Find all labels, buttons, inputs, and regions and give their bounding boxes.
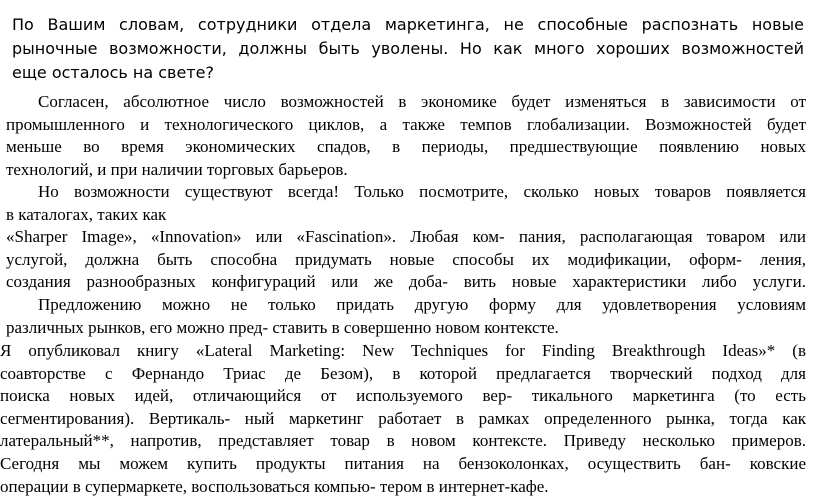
text-line: латеральный**, напротив, представляет товар в новом контексте. Приведу несколько примеров. [0,431,806,451]
text-line: поиска новых идей, отличающийся от используемого вер- тикального маркетинга (то есть [0,386,806,406]
interview-question [12,13,804,85]
answer-paragraph-2 [6,181,806,294]
answer-paragraph-4 [0,340,806,498]
text-line: Но возможности существуют всегда! Только посмотрите, сколько новых товаров появляется [38,182,806,201]
text-line: Согласен, абсолютное число возможностей в экономике будет изменяться в зависимости от [38,92,806,111]
text-line: сегментирования). Вертикаль- ный маркетинг работает в рамках определенного рынка, тогда как [0,408,806,428]
text-line: в каталогах, таких как [6,204,167,224]
answer-paragraph-3 [6,294,806,339]
text-line: «Sharper Image», «Innovation» или «Fascination». Любая ком- пания, располагающая товаром или [6,227,806,247]
question-line: еще осталось на свете? [12,63,214,82]
text-line: Сегодня мы можем купить продукты питания на бензоколонках, осуществить бан- ковские [0,453,806,473]
text-line: Я опубликовал книгу «Lateral Marketing: New Techniques for Finding Breakthrough Ideas»* (в [0,341,806,360]
text-line: меньше во время экономических спадов, в периоды, предшествующие появлению новых [6,137,806,157]
question-line: По Вашим словам, сотрудники отдела маркетинга, не способные распознать новые [12,15,804,34]
text-line: Предложению можно не только придать другую форму для удовлетворения условиям [38,295,806,314]
text-line: услугой, должна быть способна придумать новые способы их модификации, оформ- ления, [6,249,806,269]
text-line: операции в супермаркете, воспользоваться компью- тером в интернет-кафе. [0,476,549,496]
text-line: соавторстве с Фернандо Триас де Безом), в которой предлагается творческий подход для [0,363,806,383]
text-line: создания разнообразных конфигураций или же доба- вить новые характеристики либо услуги. [6,272,806,292]
text-line: технологий, и при наличии торговых барьеров. [6,159,348,179]
text-line: различных рынков, его можно пред- ставить в совершенно новом контексте. [6,317,559,337]
question-line: рыночные возможности, должны быть уволены. Но как много хороших возможностей [12,39,804,58]
answer-paragraph-1 [6,91,806,181]
text-line: промышленного и технологического циклов, а также темпов глобализации. Возможностей будет [6,114,806,134]
